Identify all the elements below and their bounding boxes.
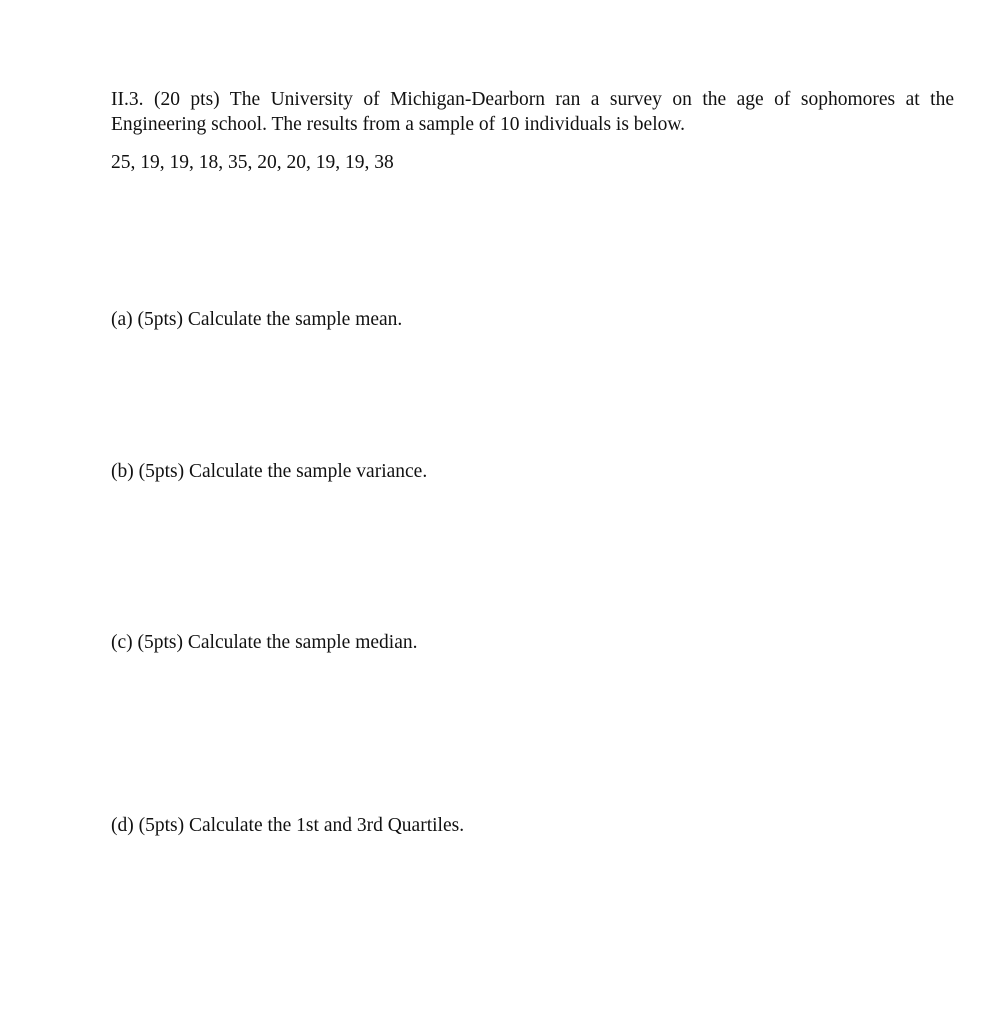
question-b: (b) (5pts) Calculate the sample variance. (111, 461, 428, 482)
question-a: (a) (5pts) Calculate the sample mean. (111, 309, 403, 330)
problem-statement: II.3. (20 pts) The University of Michigan-Dearborn ran a survey on the age of sophomores at the Engineering school. The results from a sample of 10 individuals is below. (111, 89, 954, 135)
question-d: (d) (5pts) Calculate the 1st and 3rd Quartiles. (111, 815, 465, 836)
question-c: (c) (5pts) Calculate the sample median. (111, 632, 418, 653)
sample-data: 25, 19, 19, 18, 35, 20, 20, 19, 19, 38 (111, 152, 394, 173)
